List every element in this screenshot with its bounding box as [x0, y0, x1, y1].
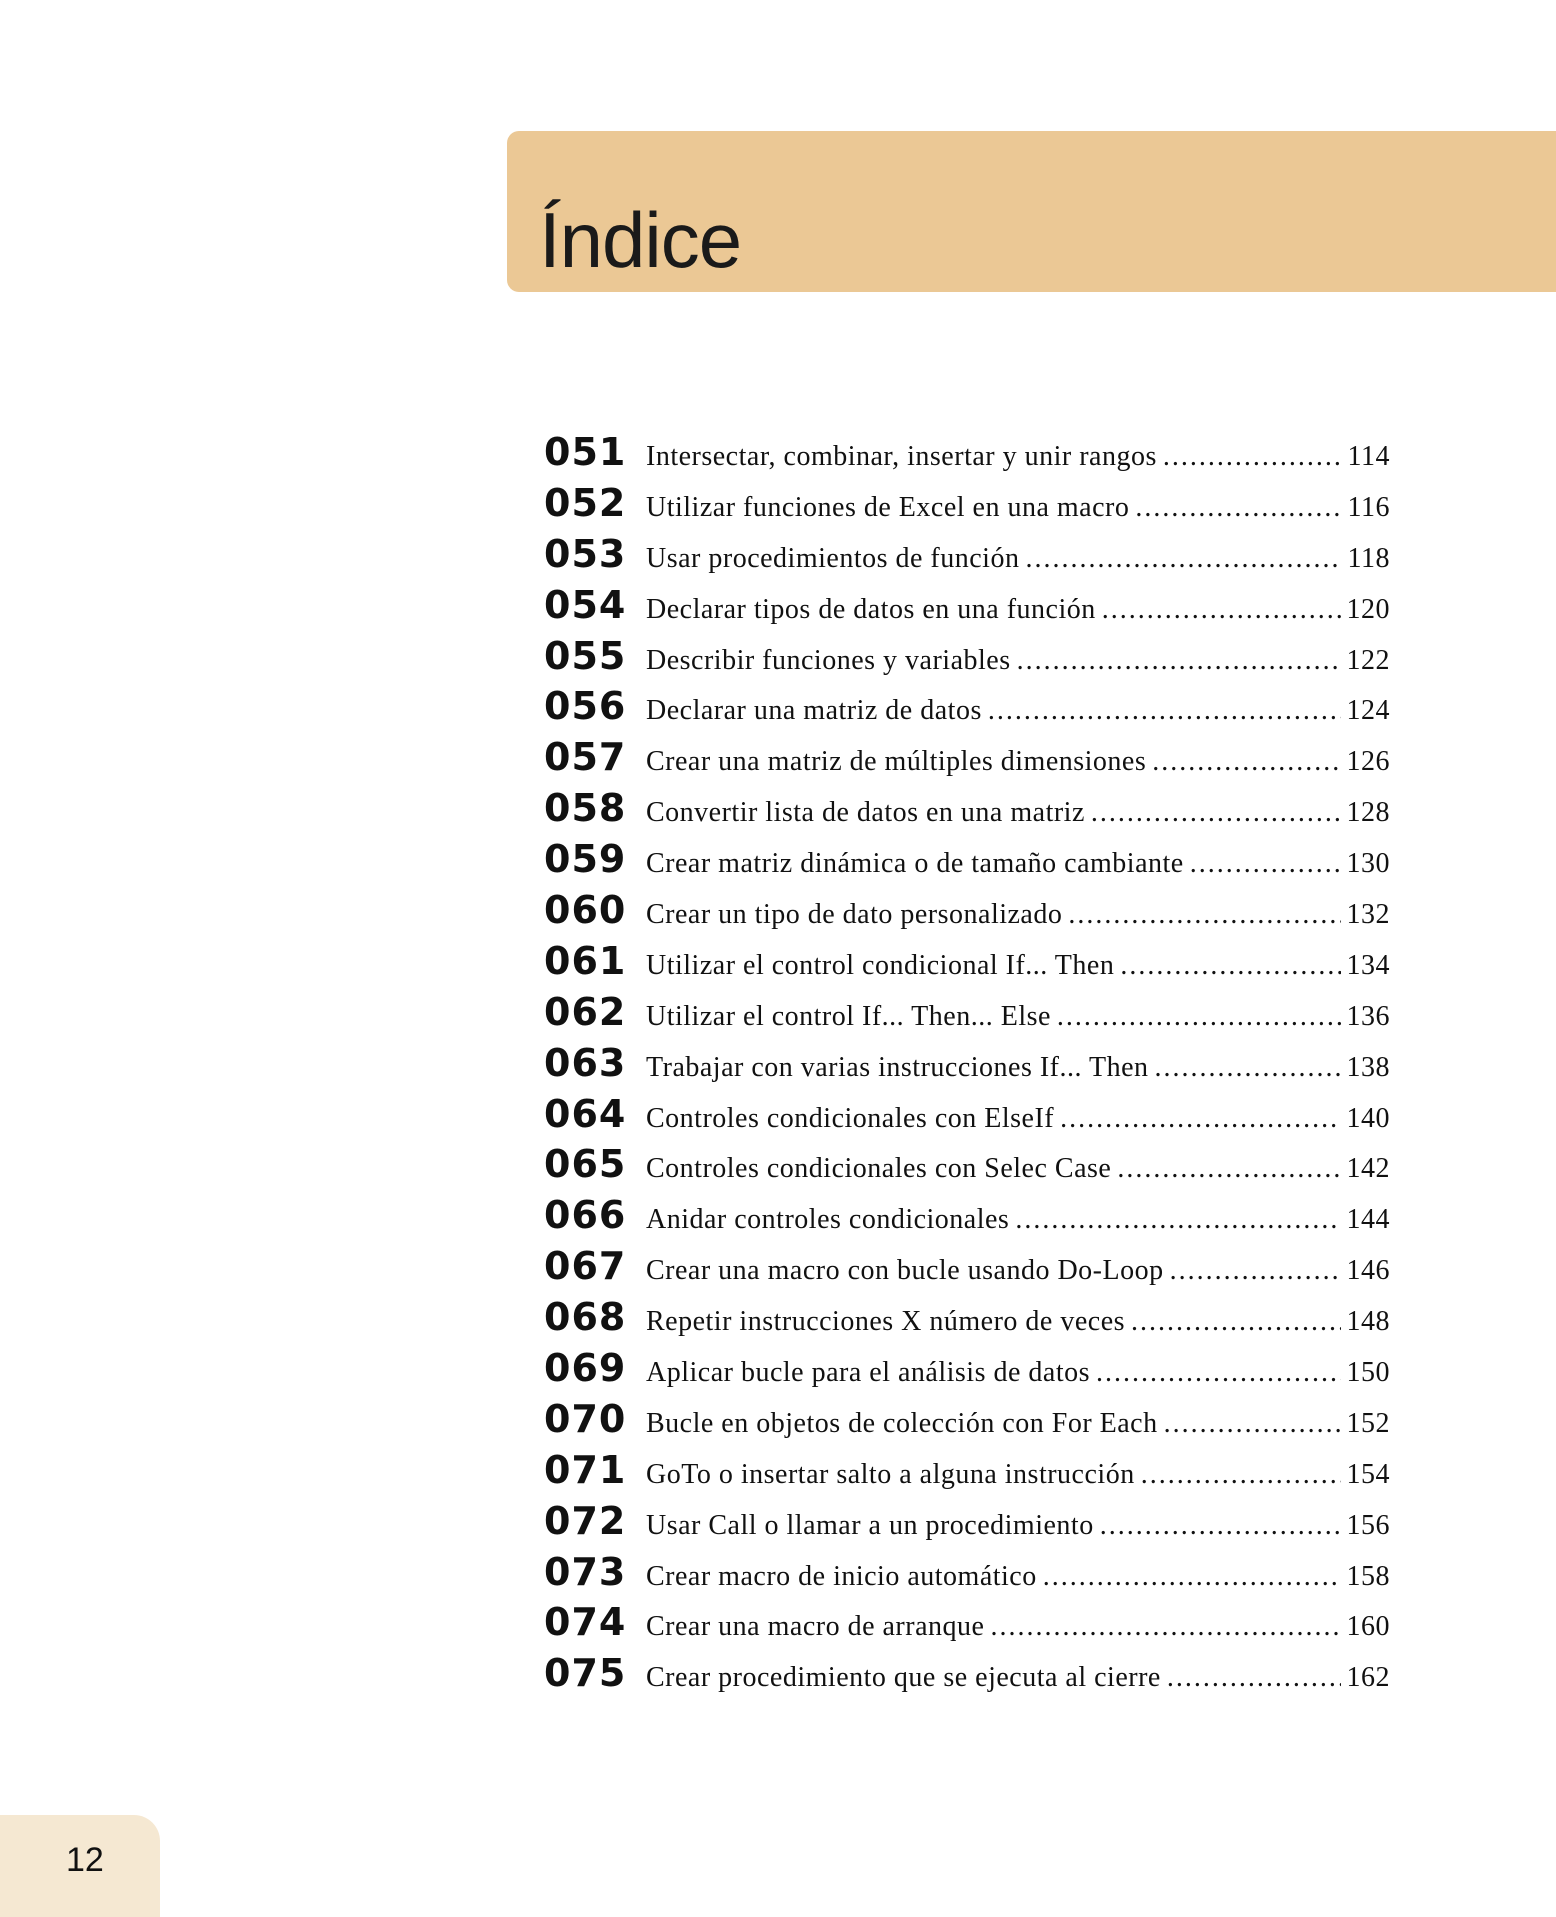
toc-entry-title: Convertir lista de datos en una matriz: [646, 797, 1085, 829]
toc-entry-title-wrap: [646, 848, 1347, 880]
toc-entry-title-wrap: [646, 492, 1348, 524]
page-number: 12: [66, 1841, 104, 1879]
dot-leader: [1141, 1459, 1341, 1491]
toc-entry[interactable]: [544, 1550, 1390, 1601]
toc-entry-number: 066: [544, 1193, 627, 1238]
toc-entry-number: 071: [544, 1447, 627, 1492]
toc-entry-title: Intersectar, combinar, insertar y unir rangos: [646, 441, 1157, 472]
toc-entry-page: 142: [1346, 1153, 1390, 1185]
toc-entry-number: 063: [544, 1040, 627, 1085]
toc-entry-title: Repetir instrucciones X número de veces: [646, 1306, 1126, 1338]
toc-entry[interactable]: [544, 1600, 1390, 1651]
toc-entry-title-wrap: [646, 594, 1347, 626]
toc-entry[interactable]: [544, 1397, 1390, 1448]
toc-entry-page: 126: [1346, 746, 1390, 778]
toc-entry-title-wrap: [646, 899, 1347, 931]
toc-entry-number: 069: [544, 1346, 627, 1391]
toc-entry-title-wrap: [646, 797, 1347, 829]
toc-entry-title: Controles condicionales con ElseIf: [646, 1102, 1055, 1134]
toc-entry-title-wrap: [646, 441, 1348, 473]
toc-entry[interactable]: [544, 1142, 1390, 1193]
toc-entry[interactable]: [544, 1244, 1390, 1295]
toc-entry-page: 120: [1346, 593, 1390, 625]
dot-leader: [1096, 1357, 1341, 1389]
toc-entry[interactable]: [544, 430, 1390, 481]
toc-entry-page: 128: [1346, 797, 1390, 829]
toc-entry-number: 054: [544, 582, 627, 627]
toc-entry-number: 057: [544, 735, 627, 780]
toc-entry-title-wrap: [646, 1153, 1347, 1185]
toc-entry[interactable]: [544, 837, 1390, 888]
toc-entry-title: Crear procedimiento que se ejecuta al cierre: [646, 1662, 1161, 1694]
toc-entry-page: 144: [1346, 1204, 1390, 1236]
dot-leader: [1117, 1153, 1340, 1185]
toc-entry-title: Bucle en objetos de colección con For Each: [646, 1407, 1158, 1439]
toc-entry-title-wrap: [646, 1255, 1347, 1287]
dot-leader: [1100, 1510, 1341, 1542]
toc-entry[interactable]: [544, 1499, 1390, 1550]
dot-leader: [1163, 441, 1342, 473]
dot-leader: [1068, 899, 1340, 931]
toc-entry-page: 150: [1346, 1357, 1390, 1389]
toc-entry[interactable]: [544, 735, 1390, 786]
toc-entry-page: 140: [1346, 1102, 1390, 1134]
dot-leader: [1057, 1001, 1341, 1033]
toc-entry-page: 158: [1346, 1560, 1390, 1592]
dot-leader: [1091, 797, 1341, 829]
toc-entry-number: 053: [544, 531, 627, 576]
toc-entry-number: 075: [544, 1651, 627, 1696]
dot-leader: [1170, 1255, 1341, 1287]
toc-entry-title: Usar Call o llamar a un procedimiento: [646, 1509, 1094, 1541]
toc-entry[interactable]: [544, 786, 1390, 837]
toc-entry[interactable]: [544, 888, 1390, 939]
toc-entry-title-wrap: [646, 746, 1347, 778]
toc-entry-title: Anidar controles condicionales: [646, 1204, 1010, 1236]
toc-entry-number: 051: [544, 430, 627, 474]
toc-entry-title: Crear macro de inicio automático: [646, 1560, 1037, 1592]
toc-entry-title: GoTo o insertar salto a alguna instrucción: [646, 1458, 1135, 1490]
toc-entry-number: 056: [544, 684, 627, 729]
toc-entry-page: 134: [1346, 949, 1390, 981]
toc-entry-number: 068: [544, 1295, 627, 1340]
toc-entry-number: 060: [544, 888, 627, 933]
toc-entry-title: Utilizar el control condicional If... Then: [646, 949, 1115, 981]
toc-entry-page: 122: [1346, 644, 1390, 676]
toc-entry-number: 070: [544, 1396, 627, 1441]
dot-leader: [1135, 492, 1341, 524]
dot-leader: [1102, 594, 1341, 626]
toc-entry-title: Describir funciones y variables: [646, 644, 1011, 676]
toc-entry[interactable]: [544, 634, 1390, 685]
dot-leader: [1043, 1561, 1341, 1593]
toc-entry-title: Crear una macro de arranque: [646, 1611, 985, 1643]
toc-entry-title: Trabajar con varias instrucciones If... Then: [646, 1051, 1149, 1083]
toc-entry-page: 116: [1347, 491, 1390, 523]
toc-entry-page: 160: [1346, 1611, 1390, 1643]
toc-entry-number: 072: [544, 1498, 627, 1543]
toc-entry-title-wrap: [646, 1001, 1347, 1033]
toc-entry-title-wrap: [646, 1103, 1347, 1135]
dot-leader: [1190, 848, 1341, 880]
toc-entry-title-wrap: [646, 1459, 1347, 1491]
dot-leader: [988, 695, 1341, 727]
toc-entry-title: Aplicar bucle para el análisis de datos: [646, 1357, 1090, 1389]
toc-entry-title: Controles condicionales con Selec Case: [646, 1153, 1112, 1185]
dot-leader: [1152, 746, 1340, 778]
toc-entry[interactable]: [544, 481, 1390, 532]
toc-entry-title-wrap: [646, 1052, 1347, 1084]
toc-entry-title: Utilizar el control If... Then... Else: [646, 1000, 1051, 1032]
toc-entry-number: 059: [544, 837, 627, 882]
dot-leader: [1164, 1408, 1341, 1440]
toc-entry-page: 148: [1346, 1306, 1390, 1338]
toc-entry-title-wrap: [646, 1306, 1347, 1338]
toc-entry-title-wrap: [646, 1662, 1347, 1694]
dot-leader: [1120, 950, 1340, 982]
toc-entry-title-wrap: [646, 1510, 1347, 1542]
toc-entry-title-wrap: [646, 543, 1348, 575]
dot-leader: [990, 1611, 1340, 1643]
dot-leader: [1155, 1052, 1341, 1084]
toc-entry[interactable]: [544, 1041, 1390, 1092]
toc-entry-title-wrap: [646, 1611, 1347, 1643]
toc-entry[interactable]: [544, 684, 1390, 735]
page-number-tab: [0, 1815, 160, 1917]
dot-leader: [1025, 543, 1341, 575]
toc-entry-title: Declarar tipos de datos en una función: [646, 593, 1096, 625]
toc-entry-page: 118: [1347, 542, 1390, 574]
toc-entry[interactable]: [544, 532, 1390, 583]
toc-entry-number: 065: [544, 1142, 627, 1187]
toc-entry-page: 156: [1346, 1509, 1390, 1541]
toc-entry-title: Usar procedimientos de función: [646, 542, 1020, 574]
toc-entry[interactable]: [544, 1448, 1390, 1499]
toc-entry-number: 074: [544, 1600, 627, 1645]
toc-entry-number: 062: [544, 989, 627, 1034]
toc-entry-title-wrap: [646, 695, 1347, 727]
toc-entry-title: Crear un tipo de dato personalizado: [646, 899, 1063, 931]
toc-entry-page: 138: [1346, 1051, 1390, 1083]
table-of-contents: [544, 430, 1390, 1702]
toc-entry-page: 152: [1346, 1407, 1390, 1439]
toc-entry[interactable]: [544, 1193, 1390, 1244]
dot-leader: [1167, 1662, 1341, 1694]
toc-entry-number: 073: [544, 1549, 627, 1594]
page-title: Índice: [539, 196, 742, 284]
toc-entry-number: 052: [544, 480, 627, 525]
dot-leader: [1131, 1306, 1340, 1338]
toc-entry-title-wrap: [646, 1561, 1347, 1593]
toc-entry[interactable]: [544, 1092, 1390, 1143]
toc-entry-page: 124: [1346, 695, 1390, 727]
toc-entry-number: 058: [544, 786, 627, 831]
toc-entry-page: 136: [1346, 1000, 1390, 1032]
toc-entry-number: 061: [544, 938, 627, 983]
toc-entry-page: 130: [1346, 848, 1390, 880]
toc-entry-page: 114: [1347, 441, 1390, 472]
toc-entry-title: Crear una matriz de múltiples dimensiones: [646, 746, 1147, 778]
toc-entry-title: Declarar una matriz de datos: [646, 695, 982, 727]
toc-entry-page: 154: [1346, 1458, 1390, 1490]
toc-entry-page: 132: [1346, 899, 1390, 931]
toc-entry[interactable]: [544, 990, 1390, 1041]
toc-entry-number: 067: [544, 1244, 627, 1289]
toc-entry-title: Crear una macro con bucle usando Do-Loop: [646, 1255, 1164, 1287]
toc-entry-page: 146: [1346, 1255, 1390, 1287]
toc-entry-title-wrap: [646, 1204, 1347, 1236]
toc-entry-title: Utilizar funciones de Excel en una macro: [646, 491, 1130, 523]
toc-entry[interactable]: [544, 1651, 1390, 1702]
toc-entry-title: Crear matriz dinámica o de tamaño cambiante: [646, 848, 1184, 880]
title-band: [507, 131, 1556, 292]
toc-entry-title-wrap: [646, 950, 1347, 982]
dot-leader: [1015, 1204, 1340, 1236]
toc-entry-title-wrap: [646, 1357, 1347, 1389]
toc-entry-title-wrap: [646, 645, 1347, 677]
toc-entry-page: 162: [1346, 1662, 1390, 1694]
toc-entry-number: 055: [544, 633, 627, 678]
dot-leader: [1017, 645, 1341, 677]
toc-entry[interactable]: [544, 939, 1390, 990]
toc-entry[interactable]: [544, 583, 1390, 634]
toc-entry[interactable]: [544, 1346, 1390, 1397]
toc-entry-number: 064: [544, 1091, 627, 1136]
toc-entry[interactable]: [544, 1295, 1390, 1346]
dot-leader: [1060, 1103, 1340, 1135]
toc-entry-title-wrap: [646, 1408, 1347, 1440]
